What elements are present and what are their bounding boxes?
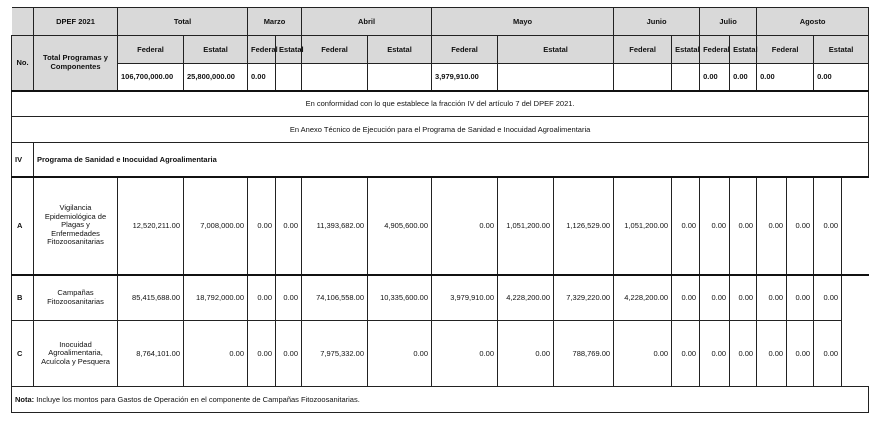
header-federal: Federal xyxy=(757,36,814,64)
header-federal: Federal xyxy=(118,36,184,64)
header-estatal: Estatal xyxy=(184,36,248,64)
header-estatal: Estatal xyxy=(276,36,302,64)
row-cell: 1,051,200.00 xyxy=(498,177,554,275)
header-month-abril: Abril xyxy=(302,8,432,36)
row-cell: 0.00 xyxy=(368,321,432,387)
header-month-marzo: Marzo xyxy=(248,8,302,36)
total-julio-estatal: 0.00 xyxy=(730,64,757,91)
header-no: No. xyxy=(12,36,34,91)
row-cell: 0.00 xyxy=(672,275,700,321)
total-marzo-federal: 0.00 xyxy=(248,64,276,91)
info-annex: En Anexo Técnico de Ejecución para el Programa de Sanidad e Inocuidad Agroalimentaria xyxy=(12,117,869,143)
row-cell: 0.00 xyxy=(184,321,248,387)
header-month-julio: Julio xyxy=(700,8,757,36)
row-cell: 7,329,220.00 xyxy=(554,275,614,321)
row-cell: 0.00 xyxy=(672,321,700,387)
total-agosto-federal: 0.00 xyxy=(757,64,814,91)
table-row xyxy=(12,275,869,321)
row-cell: 0.00 xyxy=(248,275,276,321)
note-text: Incluye los montos para Gastos de Operación en el componente de Campañas Fitozoosanitarias. xyxy=(36,395,360,404)
row-cell: 0.00 xyxy=(814,177,842,275)
total-abril-estatal xyxy=(368,64,432,91)
header-month-mayo: Mayo xyxy=(432,8,614,36)
header-estatal: Estatal xyxy=(672,36,700,64)
row-cell: 8,764,101.00 xyxy=(118,321,184,387)
row-cell: 0.00 xyxy=(276,177,302,275)
row-cell: 0.00 xyxy=(730,177,757,275)
total-estatal: 25,800,000.00 xyxy=(184,64,248,91)
row-name: Vigilancia Epidemiológica de Plagas y Enfermedades Fitozoosanitarias xyxy=(34,177,118,275)
row-cell: 0.00 xyxy=(672,177,700,275)
row-cell: 4,228,200.00 xyxy=(498,275,554,321)
row-cell: 0.00 xyxy=(700,321,730,387)
table-row xyxy=(12,177,869,275)
header-federal: Federal xyxy=(432,36,498,64)
row-cell: 0.00 xyxy=(498,321,554,387)
row-cell: 0.00 xyxy=(757,275,787,321)
row-cell: 1,051,200.00 xyxy=(614,177,672,275)
row-cell: 7,008,000.00 xyxy=(184,177,248,275)
header-estatal: Estatal xyxy=(814,36,869,64)
budget-table xyxy=(11,7,869,413)
header-no-blank xyxy=(12,8,34,36)
section-title: Programa de Sanidad e Inocuidad Agroalimentaria xyxy=(34,143,869,177)
row-no: C xyxy=(12,321,34,387)
row-no: A xyxy=(12,177,34,275)
total-abril-federal xyxy=(302,64,368,91)
total-marzo-estatal xyxy=(276,64,302,91)
row-cell: 0.00 xyxy=(814,321,842,387)
row-cell: 10,335,600.00 xyxy=(368,275,432,321)
row-cell: 0.00 xyxy=(248,177,276,275)
row-cell: 0.00 xyxy=(614,321,672,387)
row-cell: 7,975,332.00 xyxy=(302,321,368,387)
row-no: B xyxy=(12,275,34,321)
row-cell: 788,769.00 xyxy=(554,321,614,387)
total-federal: 106,700,000.00 xyxy=(118,64,184,91)
info-legal-basis: En conformidad con lo que establece la fracción IV del artículo 7 del DPEF 2021. xyxy=(12,91,869,117)
total-julio-federal: 0.00 xyxy=(700,64,730,91)
row-cell: 0.00 xyxy=(432,177,498,275)
total-junio-estatal xyxy=(672,64,700,91)
header-federal: Federal xyxy=(248,36,276,64)
total-mayo-federal: 3,979,910.00 xyxy=(432,64,498,91)
row-cell: 85,415,688.00 xyxy=(118,275,184,321)
table-note xyxy=(12,387,869,413)
row-cell: 0.00 xyxy=(276,275,302,321)
header-program-label: Total Programas y Componentes xyxy=(34,36,118,91)
total-mayo-estatal xyxy=(498,64,614,91)
table-row xyxy=(12,321,869,387)
row-cell: 0.00 xyxy=(787,177,814,275)
header-estatal: Estatal xyxy=(498,36,614,64)
header-month-agosto: Agosto xyxy=(757,8,869,36)
budget-table-viewport xyxy=(11,7,854,421)
row-cell: 0.00 xyxy=(276,321,302,387)
row-cell: 0.00 xyxy=(787,275,814,321)
row-cell: 0.00 xyxy=(432,321,498,387)
row-cell: 0.00 xyxy=(814,275,842,321)
header-estatal: Estatal xyxy=(730,36,757,64)
row-cell: 0.00 xyxy=(757,177,787,275)
header-total: Total xyxy=(118,8,248,36)
note-label: Nota: xyxy=(15,395,35,404)
header-federal: Federal xyxy=(302,36,368,64)
header-federal: Federal xyxy=(700,36,730,64)
row-cell: 1,126,529.00 xyxy=(554,177,614,275)
header-dpef: DPEF 2021 xyxy=(34,8,118,36)
row-cell: 0.00 xyxy=(730,275,757,321)
row-cell: 4,905,600.00 xyxy=(368,177,432,275)
section-no: IV xyxy=(12,143,34,177)
row-cell: 3,979,910.00 xyxy=(432,275,498,321)
row-cell: 0.00 xyxy=(757,321,787,387)
row-cell: 12,520,211.00 xyxy=(118,177,184,275)
row-cell: 11,393,682.00 xyxy=(302,177,368,275)
header-month-junio: Junio xyxy=(614,8,700,36)
row-name: Inocuidad Agroalimentaria, Acuícola y Pesquera xyxy=(34,321,118,387)
row-cell: 18,792,000.00 xyxy=(184,275,248,321)
row-cell: 0.00 xyxy=(700,177,730,275)
row-cell: 0.00 xyxy=(700,275,730,321)
total-junio-federal xyxy=(614,64,672,91)
row-cell: 4,228,200.00 xyxy=(614,275,672,321)
row-cell: 74,106,558.00 xyxy=(302,275,368,321)
header-estatal: Estatal xyxy=(368,36,432,64)
total-agosto-estatal: 0.00 xyxy=(814,64,869,91)
row-cell: 0.00 xyxy=(787,321,814,387)
header-federal: Federal xyxy=(614,36,672,64)
row-cell: 0.00 xyxy=(248,321,276,387)
row-cell: 0.00 xyxy=(730,321,757,387)
row-name: Campañas Fitozoosanitarias xyxy=(34,275,118,321)
